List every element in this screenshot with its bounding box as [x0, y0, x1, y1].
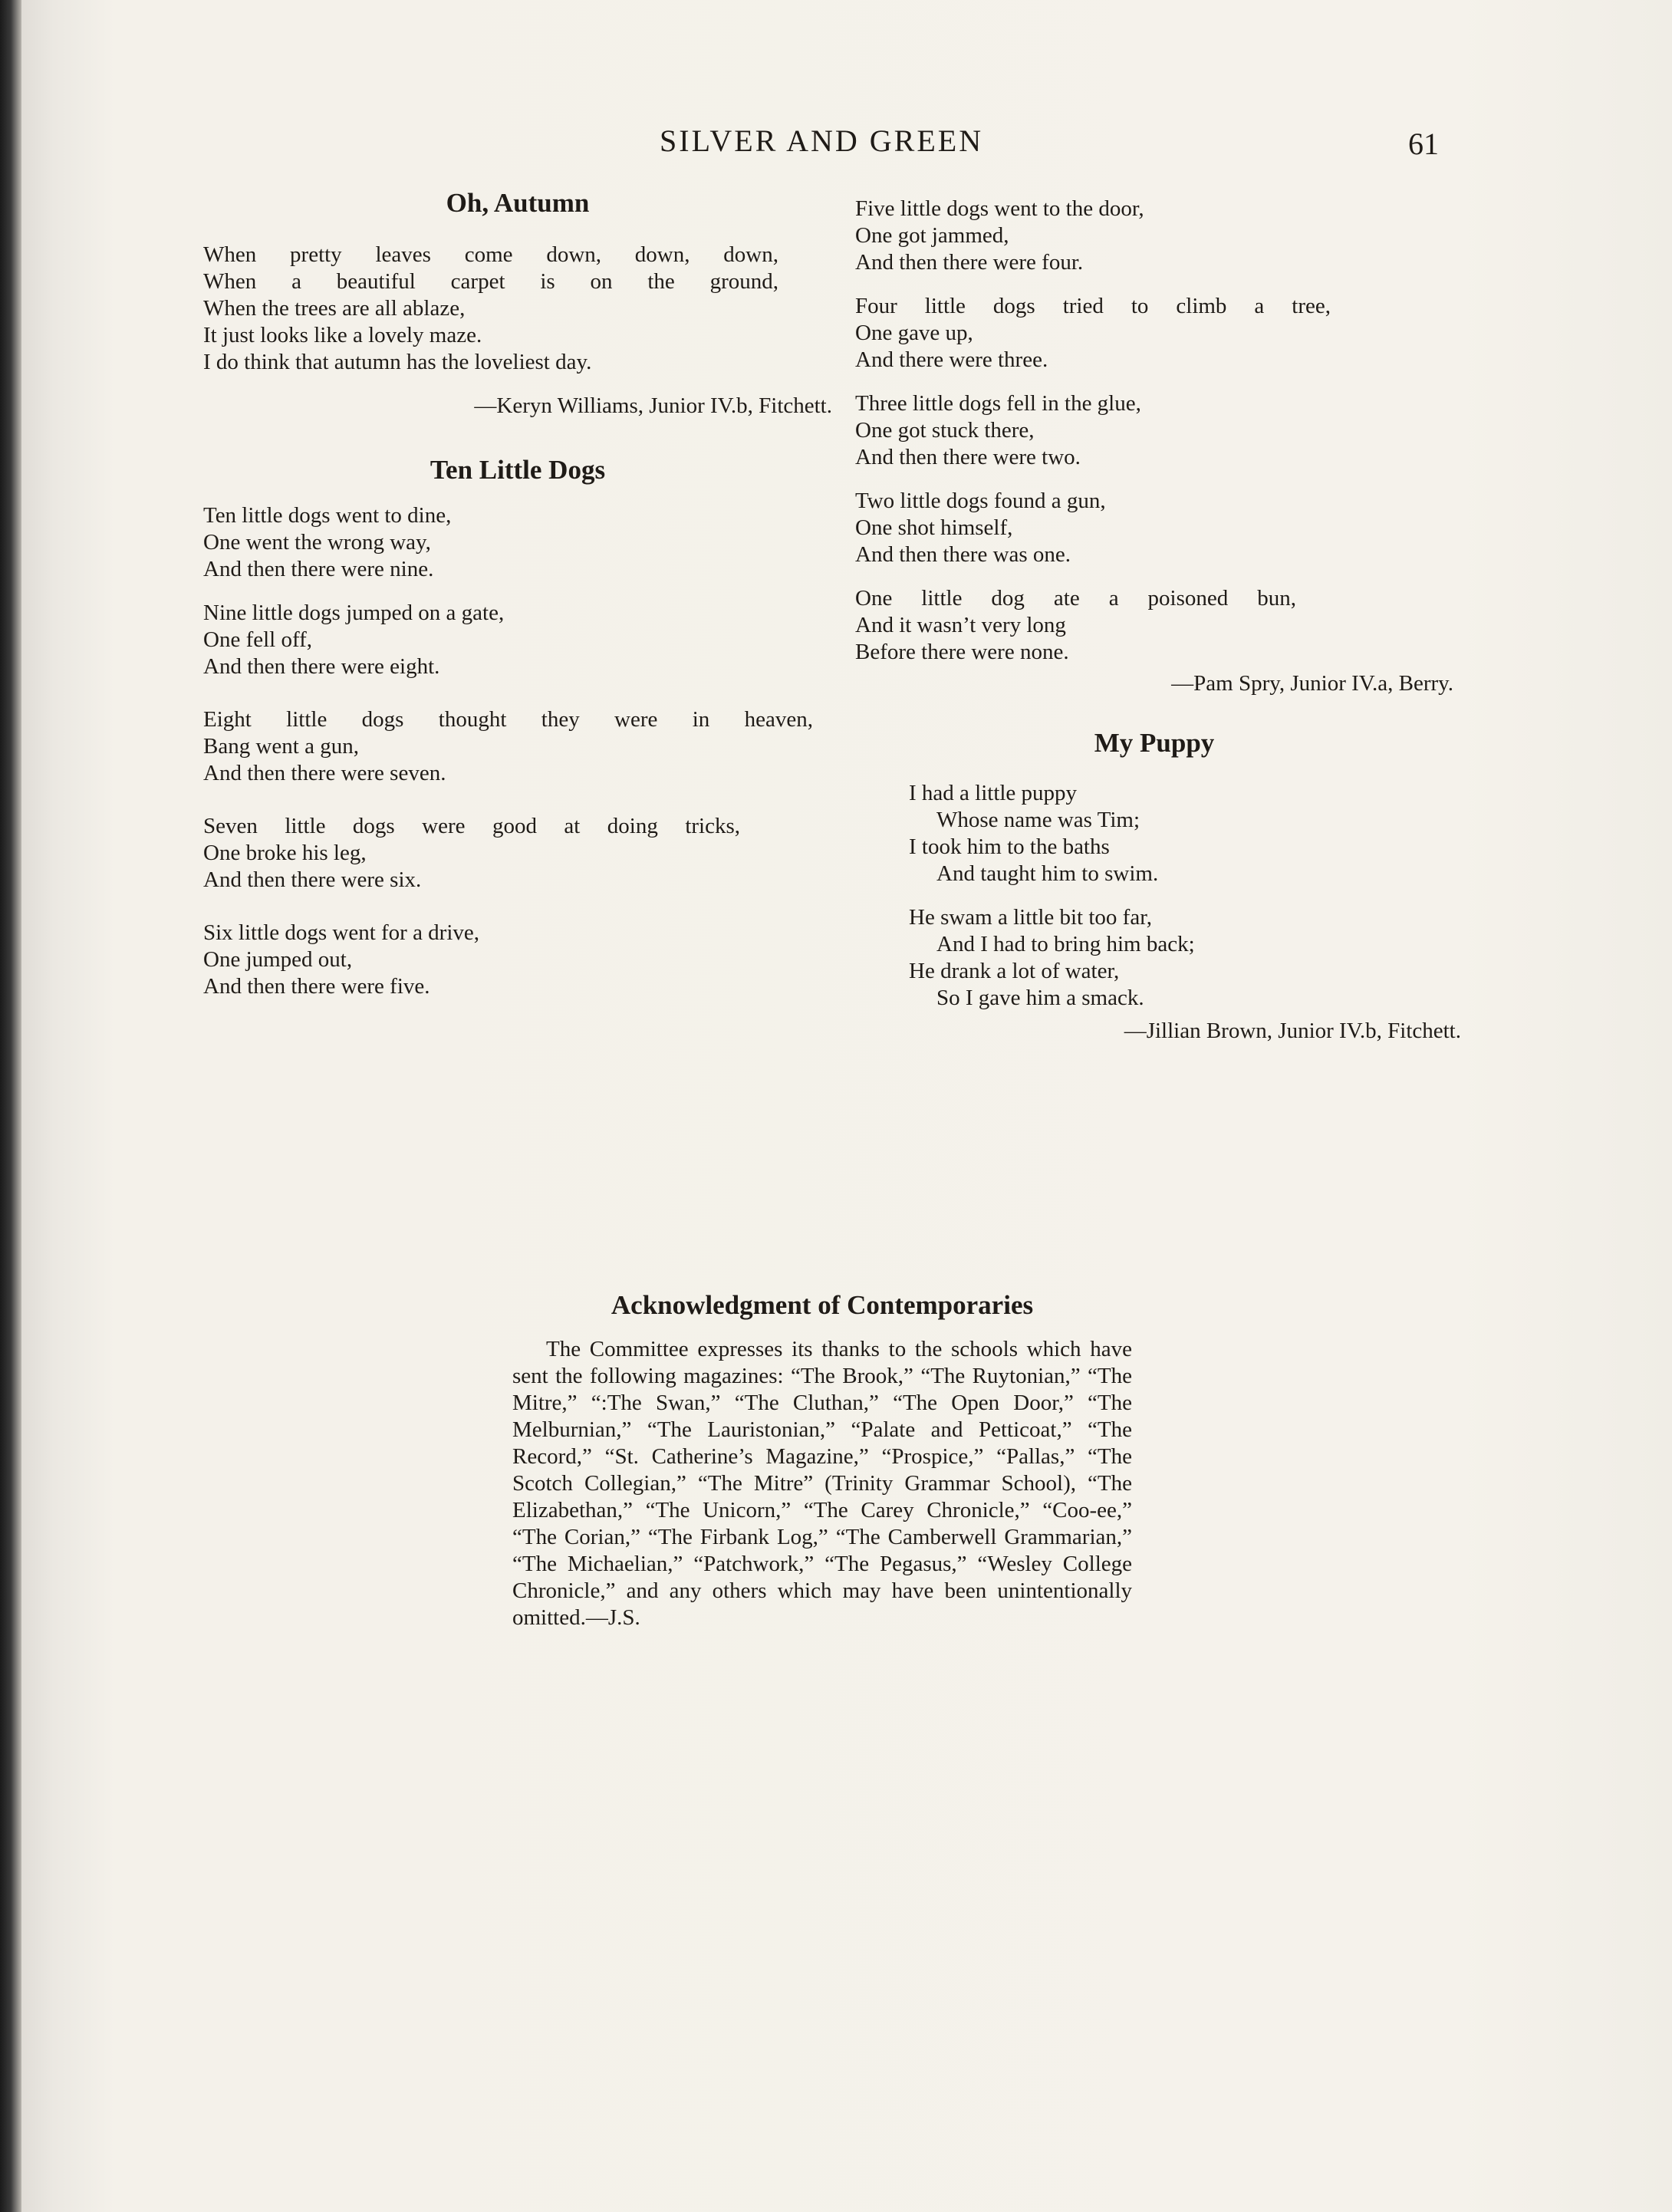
poem-line: One went the wrong way, [203, 530, 431, 555]
poem-line: And then there were two. [855, 445, 1081, 469]
poem-line: I had a little puppy [909, 781, 1078, 805]
acknowledgment-body: The Committee expresses its thanks to the schools which have sent the following magazines: “The Brook,” “The Ruytonian,” “The Mitre,” “:The Swan,” “The Cluthan,” “The Open Door,” “The Melburnian,” “The Lauristonian,” “Palate and Petticoat,” “The Record,” “St. Catherine’s Magazine,” “Prospice,” “Pallas,” “The Scotch Collegian,” “The Mitre” (Trinity Grammar School), “The Elizabethan,” “The Unicorn,” “The Carey Chronicle,” “Coo-ee,” “The Corian,” “The Firbank Log,” “The Camberwell Grammarian,” “The Michaelian,” “Patchwork,” “The Pegasus,” “Wesley College Chronicle,” and any others which may have been unintentionally omitted.—J.S. [512, 1337, 1132, 1630]
poem-line: One jumped out, [203, 947, 353, 972]
poem-line: Two little dogs found a gun, [855, 489, 1106, 513]
page-number: 61 [1408, 127, 1439, 161]
poem-line: Six little dogs went for a drive, [203, 920, 480, 945]
poem-line: When pretty leaves come down, down, down, [203, 242, 778, 267]
poem-line: One shot himself, [855, 515, 1013, 540]
poem-stanza [203, 502, 832, 583]
poem-line: It just looks like a lovely maze. [203, 323, 482, 347]
poem-line: Whose name was Tim; [936, 808, 1140, 832]
book-spine-shadow [0, 0, 21, 2212]
poem-line: Four little dogs tried to climb a tree, [855, 294, 1331, 318]
poem-line: One got jammed, [855, 223, 1009, 248]
running-title: SILVER AND GREEN [660, 123, 984, 158]
poem-line: And taught him to swim. [936, 861, 1159, 886]
acknowledgment-section [512, 1290, 1132, 1631]
left-column [203, 188, 832, 1017]
poem-line: When a beautiful carpet is on the ground, [203, 269, 778, 294]
poem-stanza [855, 585, 1492, 666]
poem-line: One broke his leg, [203, 841, 367, 865]
poem-line: When the trees are all ablaze, [203, 296, 466, 321]
poem-line: And then there were four. [855, 250, 1084, 275]
author-credit: —Pam Spry, Junior IV.a, Berry. [1171, 671, 1453, 696]
page-header [0, 123, 1672, 169]
acknowledgment-title: Acknowledgment of Contemporaries [611, 1290, 1034, 1320]
poem-line: So I gave him a smack. [936, 986, 1144, 1010]
author-credit: —Keryn Williams, Junior IV.b, Fitchett. [474, 393, 832, 418]
poem-line: One gave up, [855, 321, 973, 345]
poem-line: Bang went a gun, [203, 734, 359, 759]
poem-stanza [203, 600, 832, 680]
poem-line: And then there were nine. [203, 557, 434, 581]
poem-stanza [855, 196, 1492, 276]
poem-stanza [909, 780, 1492, 887]
poem-stanza [855, 488, 1492, 568]
poem-line: Before there were none. [855, 640, 1069, 664]
poem-line: Five little dogs went to the door, [855, 196, 1144, 221]
poem-line: And then there were seven. [203, 761, 446, 785]
poem-line: One little dog ate a poisoned bun, [855, 586, 1296, 611]
right-column [855, 196, 1492, 1045]
poem-line: He swam a little bit too far, [909, 905, 1152, 930]
poem-line: I took him to the baths [909, 834, 1110, 859]
poem-line: Ten little dogs went to dine, [203, 503, 452, 528]
poem-line: Eight little dogs thought they were in heaven, [203, 707, 813, 732]
poem-line: Seven little dogs were good at doing tricks, [203, 814, 740, 838]
poem-line: And I had to bring him back; [936, 932, 1195, 956]
poem-line: And then there was one. [855, 542, 1071, 567]
poem-line: He drank a lot of water, [909, 959, 1120, 983]
poem-line: And it wasn’t very long [855, 613, 1066, 637]
poem-stanza [855, 390, 1492, 471]
poem-stanza [203, 813, 832, 894]
poem-line: One got stuck there, [855, 418, 1035, 443]
poem-line: And then there were six. [203, 867, 422, 892]
poem-title-my-puppy: My Puppy [1094, 728, 1215, 758]
poem-title-ten-little-dogs: Ten Little Dogs [430, 455, 606, 485]
poem-stanza [855, 293, 1492, 374]
poem-stanza [203, 920, 832, 1000]
poem-line: I do think that autumn has the loveliest day. [203, 350, 592, 374]
poem-line: Three little dogs fell in the glue, [855, 391, 1141, 416]
poem-line: And there were three. [855, 347, 1048, 372]
my-puppy-body [855, 780, 1492, 1012]
poem-title-oh-autumn: Oh, Autumn [446, 188, 590, 218]
poem-line: And then there were eight. [203, 654, 440, 679]
author-credit: —Jillian Brown, Junior IV.b, Fitchett. [1124, 1019, 1461, 1043]
poem-stanza [203, 242, 832, 376]
poem-line: One fell off, [203, 627, 312, 652]
poem-stanza [909, 904, 1492, 1012]
poem-line: Nine little dogs jumped on a gate, [203, 601, 505, 625]
poem-stanza [203, 706, 832, 787]
poem-line: And then there were five. [203, 974, 430, 999]
